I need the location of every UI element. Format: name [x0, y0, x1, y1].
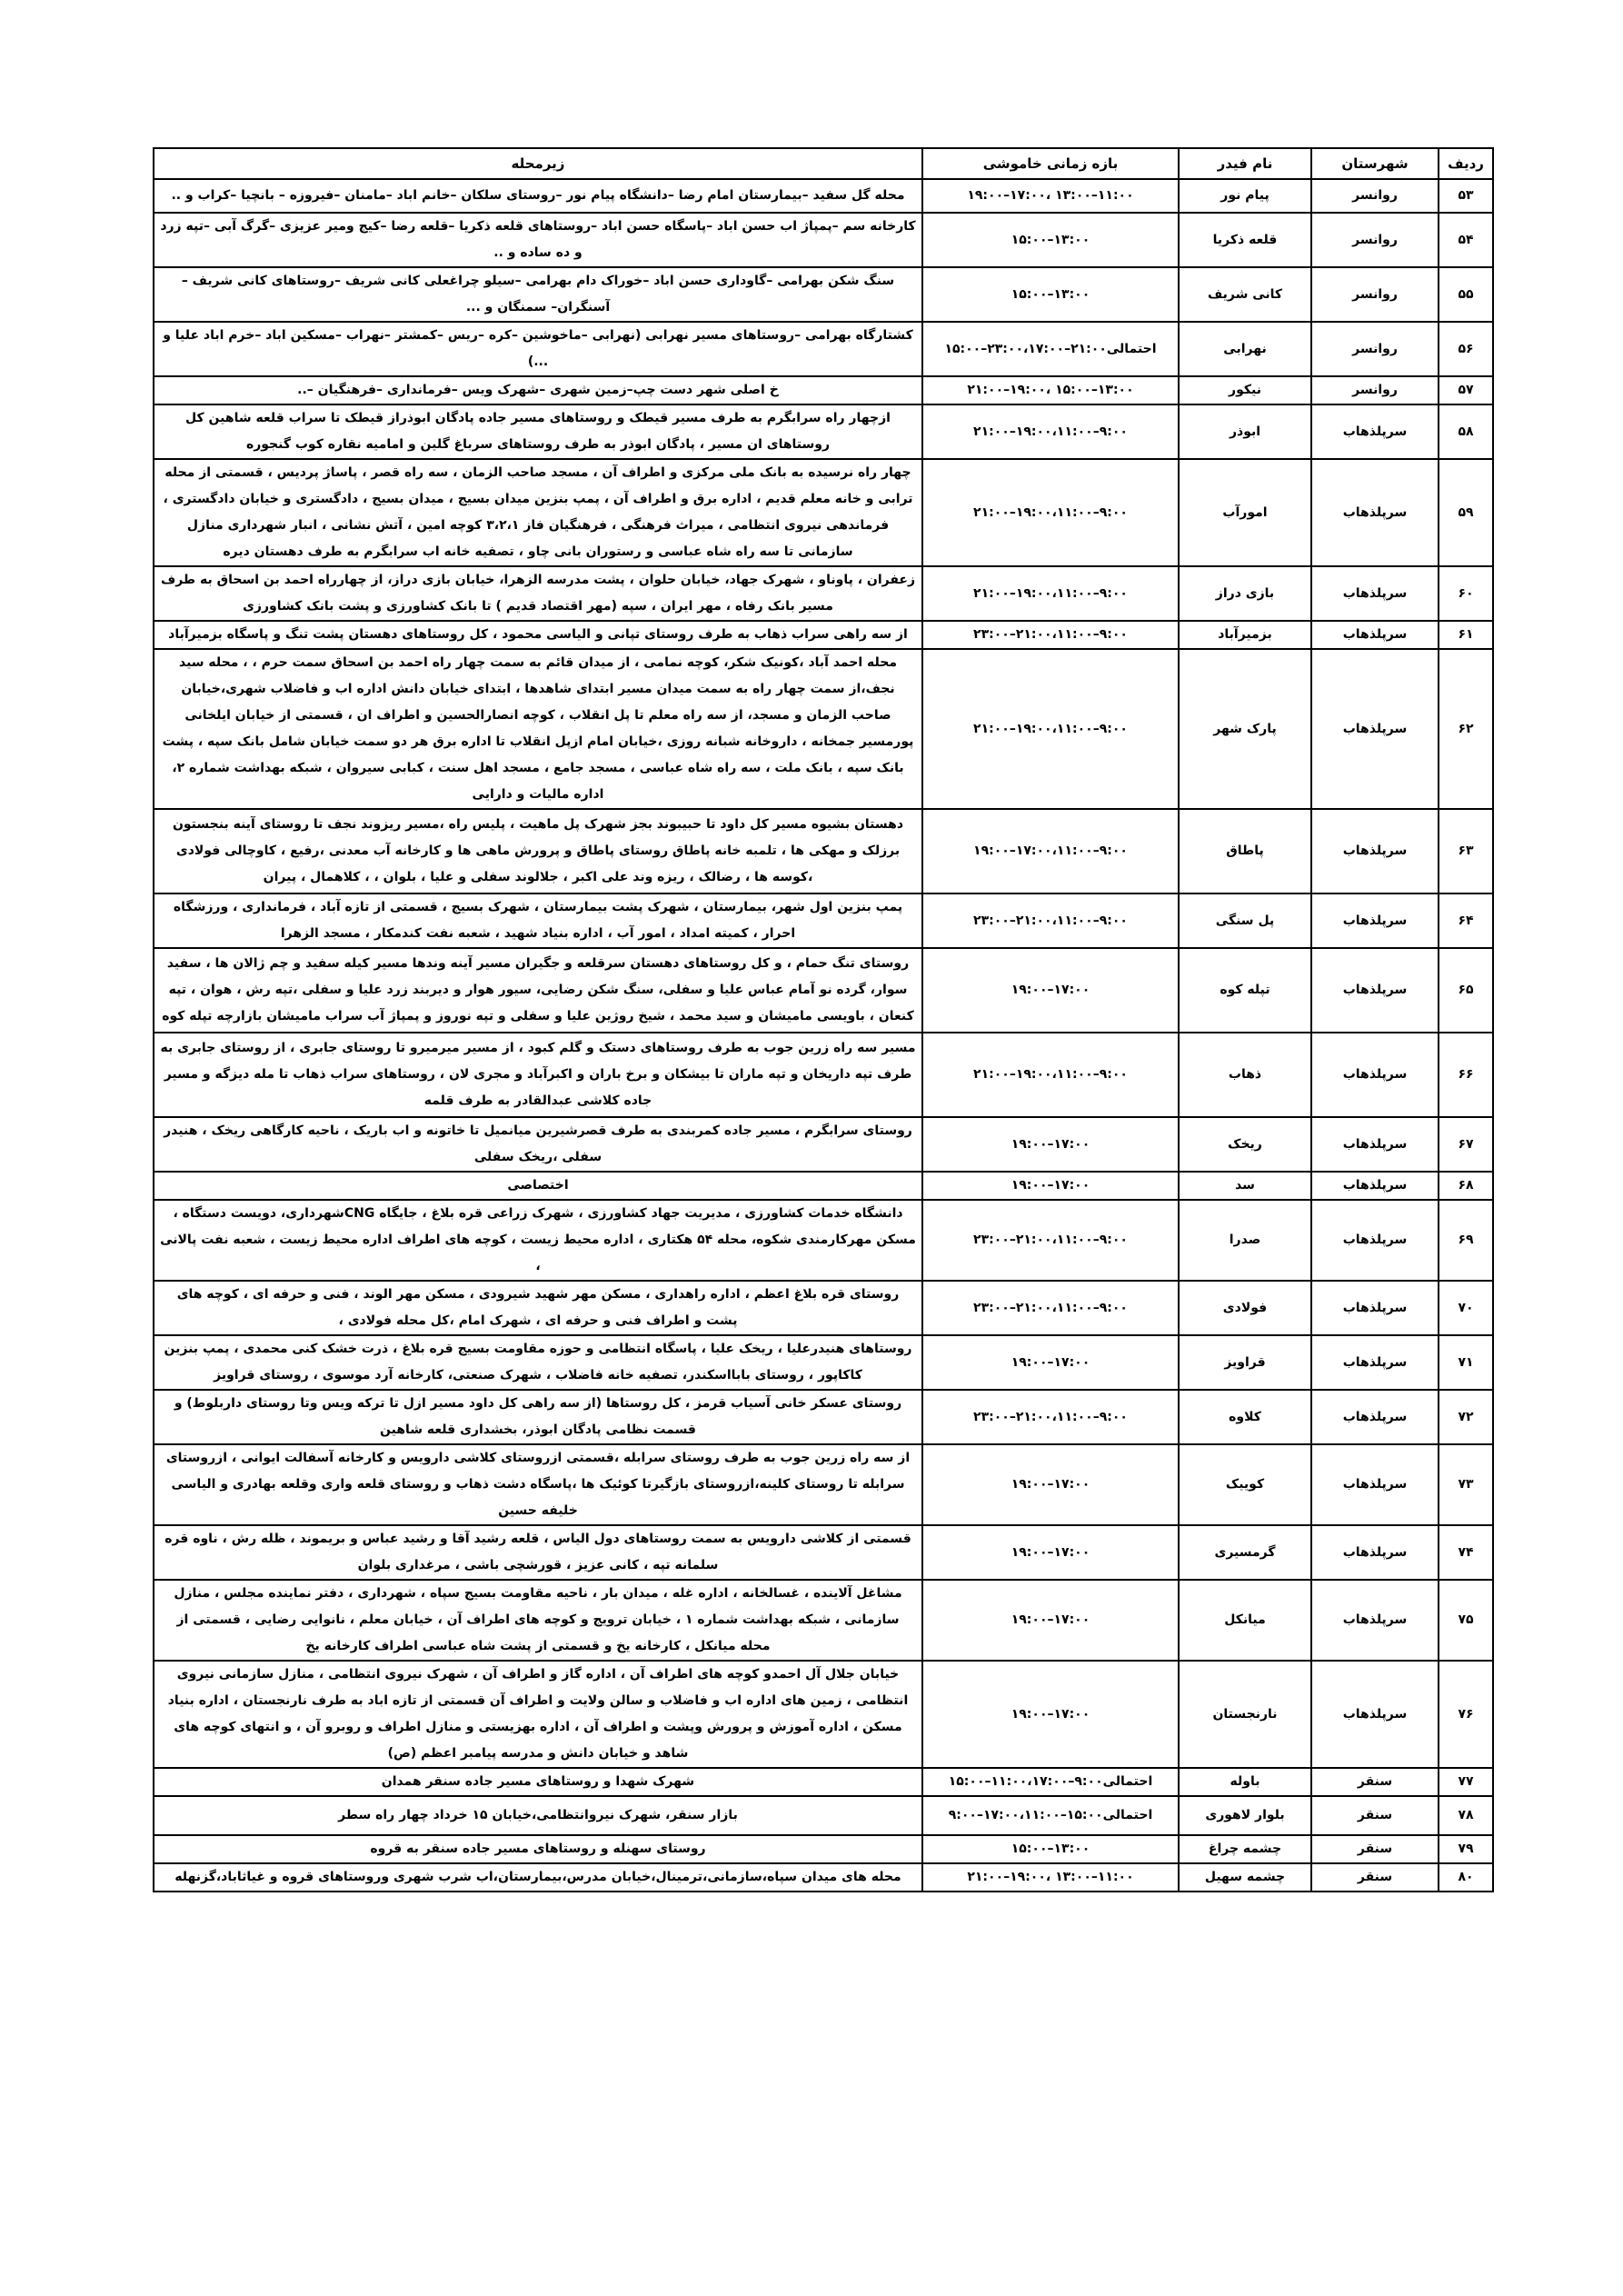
header-city: شهرستان	[1311, 148, 1439, 179]
outage-time-cell: ۱۹:۰۰–۱۷:۰۰	[922, 1580, 1179, 1661]
subdistrict-cell: خیابان جلال آل احمدو کوچه های اطراف آن ، اداره گاز و اطراف آن ، شهرک نیروی انتظامی ، منازل سازمانی نیروی انتظامی ، زمین های اداره اب و فاضلاب و سالن ولایت و اطراف آن قسمتی از تازه اباد به طرف نارنجستان ، اداره بنیاد مسکن ، اداره آموزش و پرورش وپشت و اطراف آن ، اداره بهزیستی و منازل اطراف و روبرو آن ، و انتهای کوچه های شاهد و خیابان دانش و مدرسه پیامبر اعظم (ص)	[154, 1661, 922, 1768]
row-number-cell: ۶۸	[1439, 1172, 1493, 1200]
feeder-cell: پل سنگی	[1179, 893, 1311, 948]
table-row	[154, 1863, 1493, 1892]
outage-time-cell: احتمالی۹:۰۰–۱۱:۰۰،۱۷:۰۰–۱۵:۰۰	[922, 1768, 1179, 1796]
subdistrict-cell: مشاغل آلاینده ، غسالخانه ، اداره غله ، میدان بار ، ناحیه مقاومت بسیج سپاه ، شهرداری ، دفتر نماینده مجلس ، منازل سازمانی ، شبکه بهداشت شماره ۱ ، خیابان ترویج و کوچه های اطراف آن ، خیابان معلم ، نانوایی رضایی ، قسمتی از محله میانکل ، کارخانه یخ و قسمتی از پشت شاه عباسی اطراف کارخانه یخ	[154, 1580, 922, 1661]
feeder-cell: فولادی	[1179, 1281, 1311, 1335]
feeder-cell: تپله کوه	[1179, 948, 1311, 1033]
feeder-cell: گرمسیری	[1179, 1525, 1311, 1580]
row-number-cell: ۶۲	[1439, 649, 1493, 809]
row-number-cell: ۷۹	[1439, 1835, 1493, 1863]
row-number-cell: ۵۳	[1439, 179, 1493, 213]
subdistrict-cell: قسمتی از کلاشی دارویس به سمت روستاهای دول الیاس ، قلعه رشید آقا و رشید عباس و بریموند ، ظله رش ، ناوه قره سلمانه تپه ، کانی عزیز ، قورشچی باشی ، مرغداری بلوان	[154, 1525, 922, 1580]
subdistrict-cell: محله احمد آباد ،کونیک شکر، کوچه نمامی ، از میدان قائم به سمت چهار راه احمد بن اسحاق سمت حرم ، ، محله سید نجف،از سمت چهار راه به سمت میدان مسیر ابتدای شاهدها ، ابتدای خیابان دانش اداره اب و فاضلاب شهری،خیابان صاحب الزمان و مسجد، از سه راه معلم تا پل انقلاب ، کوچه انصارالحسین و اطراف ان ، قسمتی از خیابان ایلخانی پورمسیر جمخانه ، داروخانه شبانه روزی ،خیابان امام ازپل انقلاب تا اداره برق هر دو سمت خیابان شامل بانک سپه ، پشت بانک سپه ، بانک ملت ، سه راه شاه عباسی ، مسجد جامع ، مسجد اهل سنت ، کبابی سیروان ، شبکه بهداشت شماره ۲، اداره مالیات و دارایی	[154, 649, 922, 809]
subdistrict-cell: از سه راهی سراب ذهاب به طرف روستای تپانی و الیاسی محمود ، کل روستاهای دهستان پشت تنگ و پاسگاه بزمیرآباد	[154, 621, 922, 649]
row-number-cell: ۶۴	[1439, 893, 1493, 948]
table-row	[154, 1796, 1493, 1835]
outage-time-cell: ۲۳:۰۰–۲۱:۰۰،۱۱:۰۰–۹:۰۰	[922, 1390, 1179, 1444]
feeder-cell: سد	[1179, 1172, 1311, 1200]
feeder-cell: باوله	[1179, 1768, 1311, 1796]
feeder-cell: نارنجستان	[1179, 1661, 1311, 1768]
table-row	[154, 1390, 1493, 1444]
feeder-cell: کانی شریف	[1179, 267, 1311, 322]
row-number-cell: ۷۸	[1439, 1796, 1493, 1835]
feeder-cell: پاطاق	[1179, 809, 1311, 893]
outage-time-cell: ۲۱:۰۰–۱۹:۰۰، ۱۳:۰۰–۱۱:۰۰	[922, 1863, 1179, 1892]
subdistrict-cell: خ اصلی شهر دست چپ–زمین شهری –شهرک ویس –فرمانداری –فرهنگیان –..	[154, 376, 922, 404]
row-number-cell: ۷۵	[1439, 1580, 1493, 1661]
city-cell: سرپلذهاب	[1311, 809, 1439, 893]
table-body	[154, 179, 1493, 1892]
city-cell: سرپلذهاب	[1311, 404, 1439, 459]
city-cell: سرپلذهاب	[1311, 1525, 1439, 1580]
header-row-number: ردیف	[1439, 148, 1493, 179]
table-row	[154, 1768, 1493, 1796]
outage-time-cell: ۲۱:۰۰–۱۹:۰۰،۱۱:۰۰–۹:۰۰	[922, 566, 1179, 621]
row-number-cell: ۶۱	[1439, 621, 1493, 649]
table-row	[154, 459, 1493, 566]
city-cell: سرپلذهاب	[1311, 1661, 1439, 1768]
feeder-cell: چشمه چراغ	[1179, 1835, 1311, 1863]
feeder-cell: بازی دراز	[1179, 566, 1311, 621]
feeder-cell: امورآب	[1179, 459, 1311, 566]
subdistrict-cell: روستای عسکر خانی آسیاب قرمز ، کل روستاها (از سه راهی کل داود مسیر ازل تا ترکه ویس وتا روستای داربلوط) و قسمت نظامی پادگان ابوذر، بخشداری قلعه شاهین	[154, 1390, 922, 1444]
feeder-cell: نیکور	[1179, 376, 1311, 404]
feeder-cell: پارک شهر	[1179, 649, 1311, 809]
outage-time-cell: ۱۵:۰۰–۱۳:۰۰	[922, 213, 1179, 267]
outage-time-cell: ۱۹:۰۰–۱۷:۰۰، ۱۳:۰۰–۱۱:۰۰	[922, 179, 1179, 213]
subdistrict-cell: روستای قره بلاغ اعظم ، اداره راهداری ، مسکن مهر شهید شیرودی ، مسکن مهر الوند ، فنی و حرفه ای ، کوچه های پشت و اطراف فنی و حرفه ای ، شهرک امام ،کل محله فولادی ،	[154, 1281, 922, 1335]
subdistrict-cell: از سه راه زرین جوب به طرف روستای سرابله ،قسمتی ازروستای کلاشی دارویس و کارخانه آسفالت ایوانی ، ازروستای سرابله تا روستای کلینه،ازروستای بازگیرتا کوئیک ها ،پاسگاه دشت ذهاب و روستای قلعه واری وقلعه بهادری و الیاسی خلیفه حسین	[154, 1444, 922, 1525]
outage-time-cell: ۱۹:۰۰–۱۷:۰۰	[922, 1117, 1179, 1172]
table-row	[154, 621, 1493, 649]
subdistrict-cell: زعفران ، پاوناو ، شهرک جهاد، خیابان حلوان ، پشت مدرسه الزهرا، خیابان بازی دراز، از چهارراه احمد بن اسحاق به طرف مسیر بانک رفاه ، مهر ایران ، سپه (مهر اقتصاد قدیم ) تا بانک کشاورزی و پشت بانک کشاورزی	[154, 566, 922, 621]
subdistrict-cell: شهرک شهدا و روستاهای مسیر جاده سنقر همدان	[154, 1768, 922, 1796]
row-number-cell: ۶۳	[1439, 809, 1493, 893]
table-row	[154, 1033, 1493, 1117]
subdistrict-cell: روستاهای هنیدرعلیا ، ریخک علیا ، پاسگاه انتظامی و حوزه مقاومت بسیج قره بلاغ ، ذرت خشک کنی محمدی ، پمپ بنزین کاکاپور ، روستای بابااسکندر، تصفیه خانه فاضلاب ، شهرک صنعتی، کارخانه آرد موسوی ، روستای قراویز	[154, 1335, 922, 1390]
row-number-cell: ۶۹	[1439, 1200, 1493, 1281]
table-row	[154, 1525, 1493, 1580]
table-row	[154, 948, 1493, 1033]
subdistrict-cell: سنگ شکن بهرامی –گاوداری حسن اباد –خوراک دام بهرامی –سیلو چراغعلی کانی شریف –روستاهای کانی شریف –آسنگران– سمنگان و ...	[154, 267, 922, 322]
outage-time-cell: احتمالی۱۵:۰۰–۱۷:۰۰،۱۱:۰۰–۹:۰۰	[922, 1796, 1179, 1835]
city-cell: سرپلذهاب	[1311, 649, 1439, 809]
feeder-cell: صدرا	[1179, 1200, 1311, 1281]
feeder-cell: بزمیرآباد	[1179, 621, 1311, 649]
row-number-cell: ۷۰	[1439, 1281, 1493, 1335]
table-row	[154, 566, 1493, 621]
city-cell: روانسر	[1311, 267, 1439, 322]
subdistrict-cell: اختصاصی	[154, 1172, 922, 1200]
city-cell: سرپلذهاب	[1311, 459, 1439, 566]
header-outage-time: بازه زمانی خاموشی	[922, 148, 1179, 179]
outage-time-cell: ۱۹:۰۰–۱۷:۰۰	[922, 1525, 1179, 1580]
outage-time-cell: ۱۵:۰۰–۱۳:۰۰	[922, 267, 1179, 322]
row-number-cell: ۷۷	[1439, 1768, 1493, 1796]
row-number-cell: ۶۷	[1439, 1117, 1493, 1172]
subdistrict-cell: کشتارگاه بهرامی –روستاهای مسیر نهرابی (نهرابی –ماخوشین –کره –ریس –کمشتر –نهراب –مسکین اباد –خرم اباد علیا و ...)	[154, 322, 922, 376]
table-row	[154, 1200, 1493, 1281]
feeder-cell: ابوذر	[1179, 404, 1311, 459]
row-number-cell: ۶۵	[1439, 948, 1493, 1033]
row-number-cell: ۸۰	[1439, 1863, 1493, 1892]
row-number-cell: ۶۰	[1439, 566, 1493, 621]
city-cell: سرپلذهاب	[1311, 621, 1439, 649]
table-row	[154, 376, 1493, 404]
city-cell: سرپلذهاب	[1311, 1200, 1439, 1281]
row-number-cell: ۵۸	[1439, 404, 1493, 459]
city-cell: سرپلذهاب	[1311, 893, 1439, 948]
table-row	[154, 1661, 1493, 1768]
table-row	[154, 1444, 1493, 1525]
feeder-cell: قراویز	[1179, 1335, 1311, 1390]
subdistrict-cell: ازچهار راه سرابگرم به طرف مسیر قیطک و روستاهای مسیر جاده پادگان ابوذراز قیطک تا سراب قلعه شاهین کل روستاهای ان مسیر ، پادگان ابوذر به طرف روستاهای سرباغ گلین و امامیه نقاره کوب گنجوره	[154, 404, 922, 459]
table-row	[154, 267, 1493, 322]
outage-time-cell: ۱۹:۰۰–۱۷:۰۰	[922, 1444, 1179, 1525]
subdistrict-cell: روستای سهنله و روستاهای مسیر جاده سنقر به قروه	[154, 1835, 922, 1863]
feeder-cell: قلعه ذکریا	[1179, 213, 1311, 267]
city-cell: سنقر	[1311, 1768, 1439, 1796]
subdistrict-cell: کارخانه سم –پمپاژ اب حسن اباد –پاسگاه حسن اباد –روستاهای قلعه ذکریا –قلعه رضا –کیج ومیر عزیزی –گرگ آبی –تپه زرد و ده ساده و ..	[154, 213, 922, 267]
row-number-cell: ۷۴	[1439, 1525, 1493, 1580]
outage-schedule-table	[153, 147, 1494, 1892]
outage-time-cell: ۲۳:۰۰–۲۱:۰۰،۱۱:۰۰–۹:۰۰	[922, 1200, 1179, 1281]
row-number-cell: ۵۹	[1439, 459, 1493, 566]
city-cell: سرپلذهاب	[1311, 1335, 1439, 1390]
table-row	[154, 1335, 1493, 1390]
city-cell: سنقر	[1311, 1796, 1439, 1835]
feeder-cell: بلوار لاهوری	[1179, 1796, 1311, 1835]
city-cell: سرپلذهاب	[1311, 1580, 1439, 1661]
outage-time-cell: ۲۳:۰۰–۲۱:۰۰،۱۱:۰۰–۹:۰۰	[922, 1281, 1179, 1335]
city-cell: روانسر	[1311, 213, 1439, 267]
feeder-cell: ریخک	[1179, 1117, 1311, 1172]
feeder-cell: پیام نور	[1179, 179, 1311, 213]
row-number-cell: ۵۷	[1439, 376, 1493, 404]
outage-time-cell: ۲۱:۰۰–۱۹:۰۰،۱۱:۰۰–۹:۰۰	[922, 459, 1179, 566]
table-row	[154, 1281, 1493, 1335]
subdistrict-cell: دهستان بشیوه مسیر کل داود تا حبیبوند بجز شهرک پل ماهیت ، پلیس راه ،مسیر ریزوند نجف تا روستای آینه بنجستون برزلک و مهکی ها ، تلمبه خانه پاطاق روستای پاطاق و پرورش ماهی ها و کارخانه آب معدنی ،رفیع ، کاوچالی فولادی ،کوسه ها ، رضالک ، ریزه وند علی اکبر ، جلالوند سفلی و علیا ، بلوان ، ، کلاهمال ، پیران	[154, 809, 922, 893]
subdistrict-cell: روستای سرابگرم ، مسیر جاده کمربندی به طرف قصرشیرین میانمیل تا خاتونه و اب باریک ، ناحیه کارگاهی ریخک ، هنیدر سفلی ،ریخک سفلی	[154, 1117, 922, 1172]
outage-time-cell: ۱۹:۰۰–۱۷:۰۰	[922, 1661, 1179, 1768]
city-cell: سرپلذهاب	[1311, 1390, 1439, 1444]
header-subdistrict: زیرمحله	[154, 148, 922, 179]
table-row	[154, 1117, 1493, 1172]
header-feeder: نام فیدر	[1179, 148, 1311, 179]
subdistrict-cell: پمپ بنزین اول شهر، بیمارستان ، شهرک پشت بیمارستان ، شهرک بسیج ، قسمتی از تازه آباد ، فرمانداری ، ورزشگاه احرار ، کمیته امداد ، امور آب ، اداره بنیاد شهید ، شعبه نفت کندمکار ، مسجد الزهرا	[154, 893, 922, 948]
table-row	[154, 809, 1493, 893]
row-number-cell: ۶۶	[1439, 1033, 1493, 1117]
feeder-cell: نهرابی	[1179, 322, 1311, 376]
feeder-cell: ذهاب	[1179, 1033, 1311, 1117]
table-row	[154, 322, 1493, 376]
city-cell: سرپلذهاب	[1311, 948, 1439, 1033]
row-number-cell: ۵۶	[1439, 322, 1493, 376]
outage-time-cell: ۲۱:۰۰–۱۹:۰۰،۱۱:۰۰–۹:۰۰	[922, 404, 1179, 459]
city-cell: سرپلذهاب	[1311, 1033, 1439, 1117]
city-cell: روانسر	[1311, 376, 1439, 404]
city-cell: سنقر	[1311, 1835, 1439, 1863]
outage-time-cell: ۲۱:۰۰–۱۹:۰۰، ۱۵:۰۰–۱۳:۰۰	[922, 376, 1179, 404]
table-row	[154, 213, 1493, 267]
outage-time-cell: ۱۹:۰۰–۱۷:۰۰	[922, 1172, 1179, 1200]
subdistrict-cell: بازار سنقر، شهرک نیروانتظامی،خیابان ۱۵ خرداد چهار راه سطر	[154, 1796, 922, 1835]
row-number-cell: ۷۶	[1439, 1661, 1493, 1768]
feeder-cell: کوییک	[1179, 1444, 1311, 1525]
city-cell: روانسر	[1311, 179, 1439, 213]
table-row	[154, 404, 1493, 459]
outage-time-cell: ۲۳:۰۰–۲۱:۰۰،۱۱:۰۰–۹:۰۰	[922, 621, 1179, 649]
city-cell: سرپلذهاب	[1311, 1117, 1439, 1172]
city-cell: سرپلذهاب	[1311, 1444, 1439, 1525]
row-number-cell: ۷۲	[1439, 1390, 1493, 1444]
outage-time-cell: ۱۹:۰۰–۱۷:۰۰	[922, 948, 1179, 1033]
table-row	[154, 1835, 1493, 1863]
city-cell: سرپلذهاب	[1311, 1281, 1439, 1335]
outage-time-cell: ۲۳:۰۰–۲۱:۰۰،۱۱:۰۰–۹:۰۰	[922, 893, 1179, 948]
city-cell: سنقر	[1311, 1863, 1439, 1892]
city-cell: روانسر	[1311, 322, 1439, 376]
feeder-cell: چشمه سهیل	[1179, 1863, 1311, 1892]
table-header-row	[154, 148, 1493, 179]
row-number-cell: ۵۵	[1439, 267, 1493, 322]
outage-time-cell: ۱۹:۰۰–۱۷:۰۰،۱۱:۰۰–۹:۰۰	[922, 809, 1179, 893]
outage-time-cell: ۱۹:۰۰–۱۷:۰۰	[922, 1335, 1179, 1390]
subdistrict-cell: چهار راه نرسیده به بانک ملی مرکزی و اطراف آن ، مسجد صاحب الزمان ، سه راه قصر ، پاساژ پردیس ، قسمتی از محله ترابی و خانه معلم قدیم ، اداره برق و اطراف آن ، پمپ بنزین میدان بسیج ، میدان بسیج ، دادگستری و خیابان دادگستری ، فرماندهی نیروی انتظامی ، میراث فرهنگی ، فرهنگیان فاز ۳،۲،۱ کوچه امین ، آتش نشانی ، انبار شهرداری منازل سازمانی تا سه راه شاه عباسی و رستوران بانی چاو ، تصفیه خانه اب سرابگرم به طرف دهستان دیره	[154, 459, 922, 566]
subdistrict-cell: دانشگاه خدمات کشاورزی ، مدیریت جهاد کشاورزی ، شهرک زراعی قره بلاغ ، جایگاه CNGشهرداری، دویست دستگاه ، مسکن مهرکارمندی شکوه، محله ۵۴ هکتاری ، اداره محیط زیست ، کوچه های اطراف اداره محیط زیست ، شعبه نفت پالانی ،	[154, 1200, 922, 1281]
feeder-cell: کلاوه	[1179, 1390, 1311, 1444]
table-row	[154, 179, 1493, 213]
table-row	[154, 1580, 1493, 1661]
subdistrict-cell: مسیر سه راه زرین جوب به طرف روستاهای دستک و گلم کبود ، از مسیر میرمیرو تا روستای جابری ، از روستای جابری به طرف تپه داریخان و تپه ماران تا بیشکان و برخ باران و اکبرآباد و مجری لان ، روستاهای سراب ذهاب تا مله دیزگه و مسیر جاده کلاشی عبدالقادر به طرف قلمه	[154, 1033, 922, 1117]
table-row	[154, 1172, 1493, 1200]
table-row	[154, 649, 1493, 809]
row-number-cell: ۷۱	[1439, 1335, 1493, 1390]
city-cell: سرپلذهاب	[1311, 1172, 1439, 1200]
feeder-cell: میانکل	[1179, 1580, 1311, 1661]
row-number-cell: ۷۳	[1439, 1444, 1493, 1525]
subdistrict-cell: روستای تنگ حمام ، و کل روستاهای دهستان سرقلعه و جگیران مسیر آینه وندها مسیر کیله سفید و چم ژالان ها ، سفید سوار، گرده نو آمام عباس علیا و سفلی، سنگ شکن رضایی، سیور هوار و دیربند زرد علیا و سفلی ،تپه رش ، هوان ، تپه کنعان ، باویسی مامیشان و سید محمد ، شیخ روژین علیا و سفلی و تپه نوروز و پمپاژ آب سراب مامیشان بازارچه تپله کوه	[154, 948, 922, 1033]
subdistrict-cell: محله های میدان سپاه،سازمانی،ترمینال،خیابان مدرس،بیمارستان،اب شرب شهری وروستاهای قروه و غیاثاباد،گزنهله	[154, 1863, 922, 1892]
outage-time-cell: ۲۱:۰۰–۱۹:۰۰،۱۱:۰۰–۹:۰۰	[922, 649, 1179, 809]
outage-time-cell: ۲۱:۰۰–۱۹:۰۰،۱۱:۰۰–۹:۰۰	[922, 1033, 1179, 1117]
outage-time-cell: احتمالی۲۱:۰۰–۲۳:۰۰،۱۷:۰۰–۱۵:۰۰	[922, 322, 1179, 376]
table-row	[154, 893, 1493, 948]
row-number-cell: ۵۴	[1439, 213, 1493, 267]
outage-time-cell: ۱۵:۰۰–۱۳:۰۰	[922, 1835, 1179, 1863]
subdistrict-cell: محله گل سفید –بیمارستان امام رضا –دانشگاه پیام نور –روستای سلکان –خانم اباد –مامنان –فیروزه – بانچیا –کراب و ..	[154, 179, 922, 213]
city-cell: سرپلذهاب	[1311, 566, 1439, 621]
